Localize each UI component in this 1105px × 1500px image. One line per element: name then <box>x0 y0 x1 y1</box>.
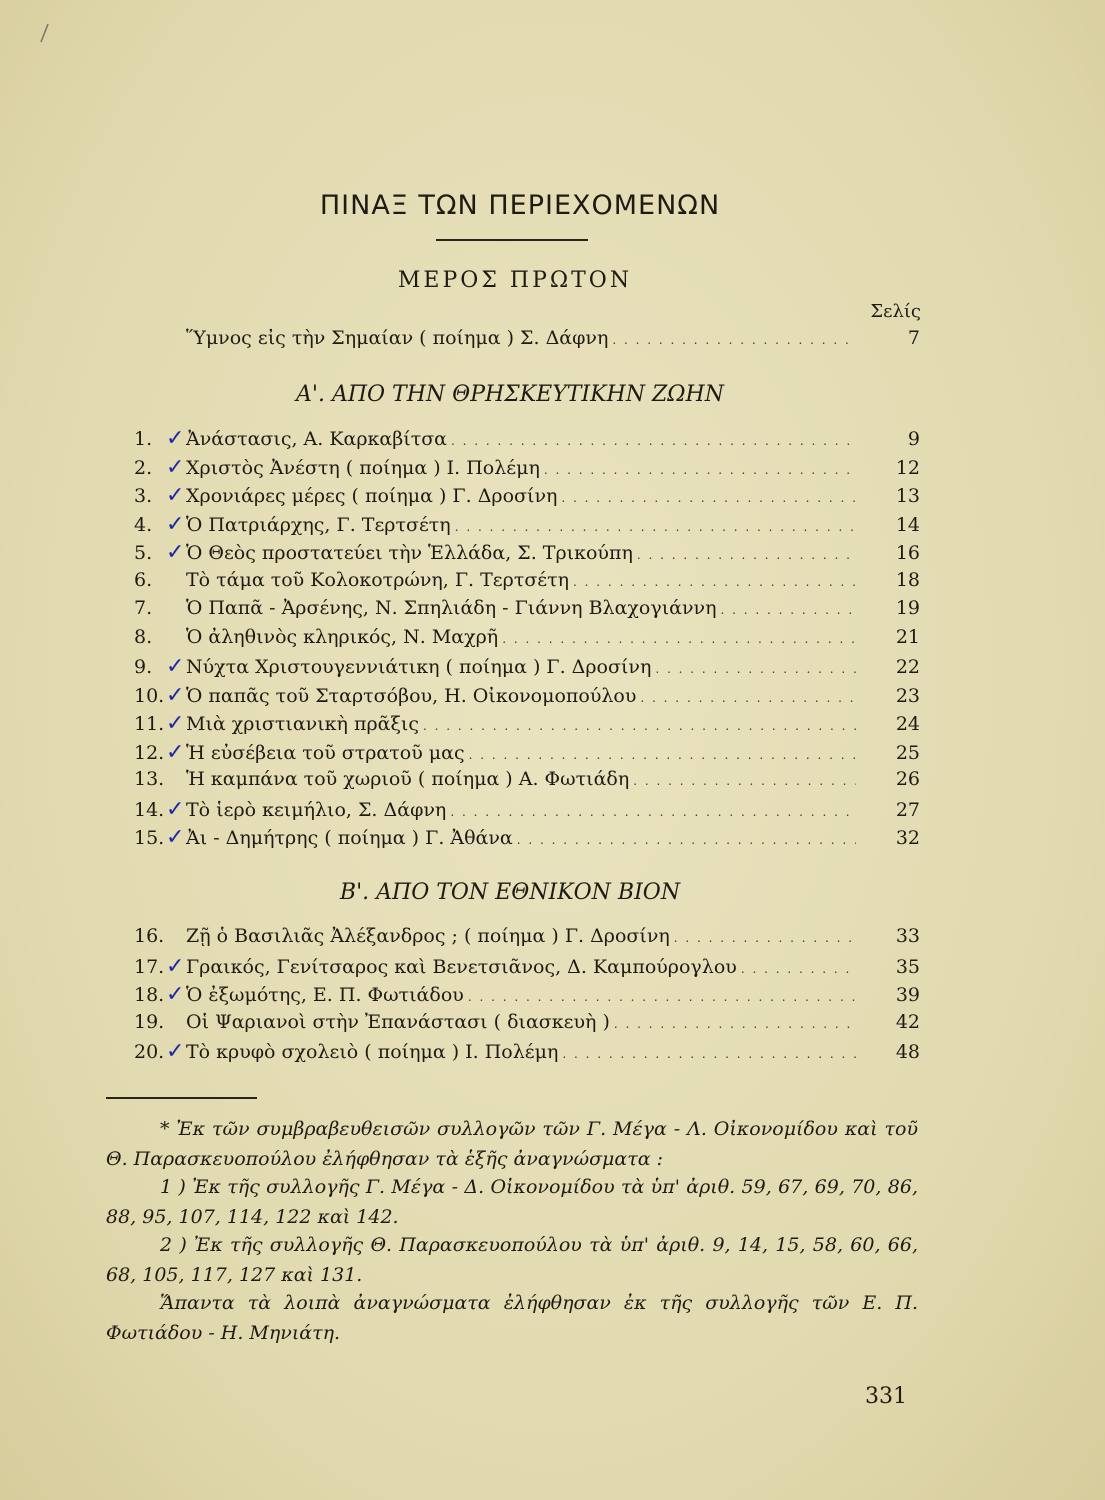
entry-title: Χρονιάρες μέρες ( ποίημα ) Γ. Δροσίνη <box>186 485 558 507</box>
dot-leader <box>633 774 856 788</box>
entry-title: Τὸ ἱερὸ κειμήλιο, Σ. Δάφνη <box>186 798 447 821</box>
entry-title: Ὁ ἐξωμότης, Ε. Π. Φωτιάδου <box>186 984 464 1006</box>
entry-page: 19 <box>895 597 920 619</box>
toc-entry <box>134 768 920 796</box>
dot-leader <box>469 748 856 762</box>
entry-number: 14. <box>134 798 165 821</box>
toc-entry <box>134 797 920 825</box>
entry-page: 22 <box>895 656 920 678</box>
entry-number: 11. <box>134 713 165 735</box>
entry-title: Τὸ τάμα τοῦ Κολοκοτρώνη, Γ. Τερτσέτη <box>186 568 570 591</box>
check-mark-icon: ✓ <box>166 825 185 850</box>
entry-number: 15. <box>134 827 165 849</box>
pencil-stroke-mark <box>38 22 50 44</box>
entry-number: 4. <box>134 513 153 536</box>
check-mark-icon: ✓ <box>166 483 185 508</box>
entry-title: Ὁ Πατριάρχης, Γ. Τερτσέτη <box>186 513 451 536</box>
entry-page: 32 <box>895 827 920 849</box>
dot-leader <box>561 491 856 505</box>
part-title: ΜΕΡΟΣ ΠΡΩΤΟΝ <box>397 268 633 293</box>
dot-leader <box>637 548 856 562</box>
dot-leader <box>655 662 856 676</box>
toc-entry <box>134 455 920 483</box>
entry-number: 1. <box>134 428 153 450</box>
dot-leader <box>573 575 856 589</box>
dot-leader <box>468 990 856 1004</box>
dot-leader <box>612 333 856 347</box>
toc-entry <box>134 925 920 953</box>
dot-leader <box>502 632 856 646</box>
entry-title: Γραικός, Γενίτσαρος καὶ Βενετσιᾶνος, Δ. Καμπούρογλου <box>186 955 737 978</box>
check-mark-icon: ✓ <box>166 711 185 736</box>
toc-entry <box>134 483 920 511</box>
toc-entry <box>134 626 920 654</box>
entry-page: 12 <box>895 456 920 479</box>
toc-entry <box>134 711 920 739</box>
dot-leader <box>741 962 856 976</box>
entry-number: 17. <box>134 955 165 978</box>
toc-entry <box>134 982 920 1010</box>
entry-page: 24 <box>895 713 920 735</box>
entry-title: Ζῇ ὁ Βασιλιᾶς Ἀλέξανδρος ; ( ποίημα ) Γ. Δροσίνη <box>186 925 670 947</box>
footnote-star: * Ἐκ τῶν συμβραβευθεισῶν συλλογῶν τῶν Γ. Μέγα - Λ. Οἰκονομίδου καὶ τοῦ Θ. Παρασκευοπούλου ἐλήφθησαν τὰ ἑξῆς ἀναγνώσματα : <box>106 1118 918 1170</box>
entry-page: 21 <box>895 625 920 648</box>
entry-number: 16. <box>134 925 165 947</box>
entry-page: 7 <box>907 327 920 349</box>
page-title: ΠΙΝΑΞ ΤΩΝ ΠΕΡΙΕΧΟΜΕΝΩΝ <box>319 190 721 221</box>
check-mark-icon: ✓ <box>166 739 185 765</box>
entry-page: 27 <box>895 798 920 821</box>
entry-number: 18. <box>134 984 165 1006</box>
entry-number: 3. <box>134 485 153 507</box>
footnote-rest: Ἅπαντα τὰ λοιπὰ ἀναγνώσματα ἐλήφθησαν ἐκ τῆς συλλογῆς τῶν Ε. Π. Φωτιάδου - Η. Μηνιάτη. <box>106 1292 918 1344</box>
entry-title: Οἱ Ψαριανοὶ στὴν Ἐπανάστασι ( διασκευὴ ) <box>186 1010 610 1033</box>
check-mark-icon: ✓ <box>166 682 185 708</box>
check-mark-icon: ✓ <box>166 796 185 822</box>
section-a-heading: Α'. ΑΠΟ ΤΗΝ ΘΡΗΣΚΕΥΤΙΚΗΝ ΖΩΗΝ <box>296 382 724 407</box>
entry-page: 33 <box>895 925 920 947</box>
toc-entry <box>134 1011 920 1039</box>
entry-number: 8. <box>134 625 153 648</box>
footnote-2: 2 ) Ἐκ τῆς συλλογῆς Θ. Παρασκευοπούλου τὰ ὑπ' ἀριθ. 9, 14, 15, 58, 60, 66, 68, 105, 117, 127 καὶ 131. <box>106 1234 918 1286</box>
entry-page: 39 <box>895 984 920 1006</box>
dot-leader <box>640 691 856 705</box>
entry-page: 9 <box>907 428 920 450</box>
entry-title: Ἡ εὐσέβεια τοῦ στρατοῦ μας <box>186 741 465 764</box>
footnote-rule <box>106 1097 257 1099</box>
entry-title: Ὕμνος εἰς τὴν Σημαίαν ( ποίημα ) Σ. Δάφνη <box>186 327 609 349</box>
entry-page: 26 <box>895 768 920 790</box>
check-mark-icon: ✓ <box>166 654 185 679</box>
entry-title: Ὁ Παπᾶ - Ἀρσένης, Ν. Σπηλιάδη - Γιάννη Βλαχογιάννη <box>186 597 717 619</box>
entry-title: Ἀι - Δημήτρης ( ποίημα ) Γ. Ἀθάνα <box>186 827 513 849</box>
entry-page: 16 <box>895 542 920 564</box>
toc-entry-intro <box>134 327 920 355</box>
entry-number: 9. <box>134 656 153 678</box>
dot-leader <box>674 931 856 945</box>
toc-entry <box>134 654 920 682</box>
entry-number: 7. <box>134 597 153 619</box>
entry-title: Ὁ παπᾶς τοῦ Σταρτσόβου, Η. Οἰκονομοπούλου <box>186 684 637 707</box>
check-mark-icon: ✓ <box>166 982 185 1007</box>
entry-page: 42 <box>895 1010 920 1033</box>
toc-entry <box>134 512 920 540</box>
check-mark-icon: ✓ <box>166 1039 185 1064</box>
entry-page: 18 <box>895 568 920 591</box>
toc-entry <box>134 426 920 454</box>
dot-leader <box>451 434 856 448</box>
check-mark-icon: ✓ <box>166 540 185 565</box>
page-number: 331 <box>865 1384 907 1409</box>
entry-page: 23 <box>895 684 920 707</box>
entry-title: Χριστὸς Ἀνέστη ( ποίημα ) Ι. Πολέμη <box>186 456 540 479</box>
entry-number: 19. <box>134 1010 165 1033</box>
entry-title: Τὸ κρυφὸ σχολειὸ ( ποίημα ) Ι. Πολέμη <box>186 1041 559 1063</box>
dot-leader <box>544 463 856 477</box>
dot-leader <box>562 1047 856 1061</box>
entry-number: 12. <box>134 741 165 764</box>
dot-leader <box>517 833 856 847</box>
dot-leader <box>450 805 856 819</box>
toc-entry <box>134 954 920 982</box>
entry-number: 20. <box>134 1041 165 1063</box>
dot-leader <box>614 1017 856 1031</box>
toc-entry <box>134 569 920 597</box>
entry-page: 14 <box>895 513 920 536</box>
check-mark-icon: ✓ <box>166 454 185 480</box>
toc-entry <box>134 1039 920 1067</box>
entry-title: Νύχτα Χριστουγεννιάτικη ( ποίημα ) Γ. Δροσίνη <box>186 656 652 678</box>
toc-entry <box>134 740 920 768</box>
entry-page: 48 <box>895 1041 920 1063</box>
entry-number: 5. <box>134 542 153 564</box>
entry-number: 10. <box>134 684 165 707</box>
footnote-1: 1 ) Ἐκ τῆς συλλογῆς Γ. Μέγα - Δ. Οἰκονομίδου τὰ ὑπ' ἀριθ. 59, 67, 69, 70, 86, 88, 95, 107, 114, 122 καὶ 142. <box>106 1176 918 1228</box>
check-mark-icon: ✓ <box>166 426 185 451</box>
entry-number: 2. <box>134 456 153 479</box>
title-rule <box>436 239 588 241</box>
entry-page: 35 <box>895 955 920 978</box>
toc-entry <box>134 540 920 568</box>
entry-number: 13. <box>134 768 165 790</box>
page-column-header: Σελίς <box>870 301 921 322</box>
dot-leader <box>423 719 856 733</box>
dot-leader <box>721 603 857 617</box>
entry-title: Ἡ καμπάνα τοῦ χωριοῦ ( ποίημα ) Α. Φωτιάδη <box>186 768 630 790</box>
entry-title: Ὁ ἀληθινὸς κληρικός, Ν. Μαχρῆ <box>186 625 499 648</box>
toc-entry <box>134 597 920 625</box>
toc-entry <box>134 825 920 853</box>
entry-number: 6. <box>134 568 153 591</box>
check-mark-icon: ✓ <box>166 511 185 537</box>
entry-title: Ἀνάστασις, Α. Καρκαβίτσα <box>186 428 447 450</box>
section-b-heading: Β'. ΑΠΟ ΤΟΝ ΕΘΝΙΚΟΝ ΒΙΟΝ <box>339 880 681 905</box>
entry-page: 25 <box>895 741 920 764</box>
entry-title: Μιὰ χριστιανικὴ πρᾶξις <box>186 713 420 735</box>
entry-page: 13 <box>895 485 920 507</box>
toc-entry <box>134 683 920 711</box>
entry-title: Ὁ Θεὸς προστατεύει τὴν Ἑλλάδα, Σ. Τρικούπη <box>186 542 633 564</box>
check-mark-icon: ✓ <box>166 953 185 979</box>
dot-leader <box>455 520 856 534</box>
